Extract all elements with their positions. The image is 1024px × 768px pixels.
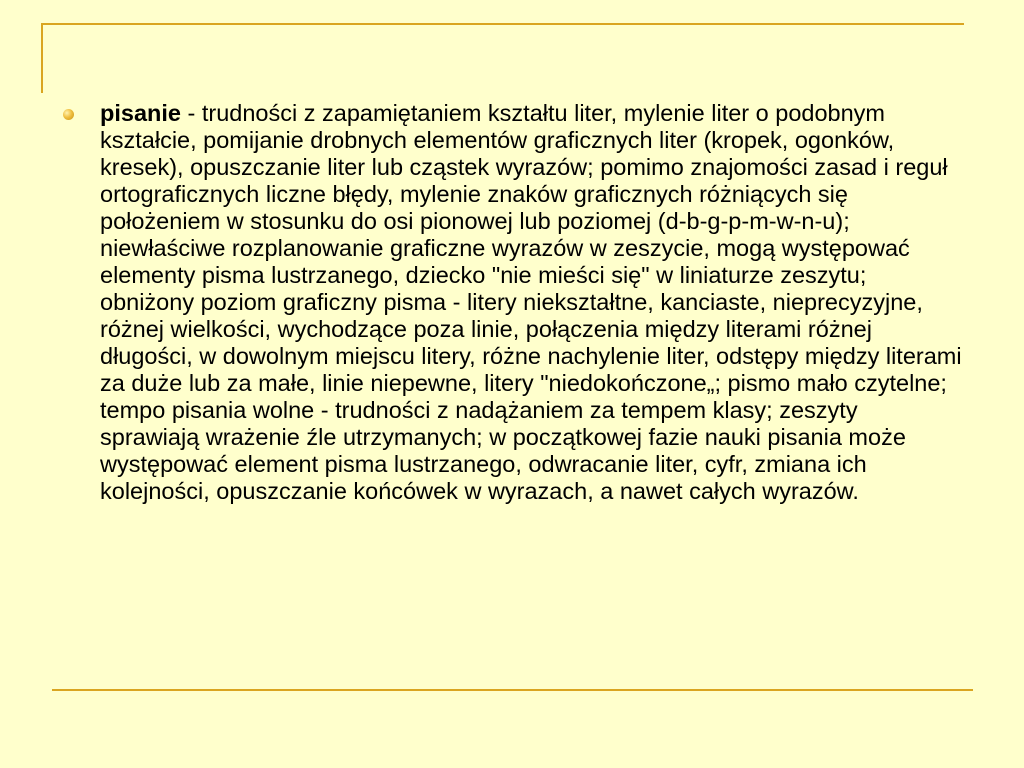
bullet-dot-icon <box>63 109 74 120</box>
left-decorative-line <box>41 23 43 93</box>
top-decorative-line <box>43 23 964 25</box>
bullet-marker <box>62 100 100 120</box>
bullet-description: - trudności z zapamiętaniem kształtu liter, mylenie liter o podobnym kształcie, pomijanie drobnych elementów graficznych liter (kropek, ogonków, kresek), opuszczanie liter lub cząstek wyrazów; pomimo znajomości zasad i reguł ortograficznych liczne błędy, mylenie znaków graficznych różniących się położeniem w stosunku do osi pionowej lub poziomej (d-b-g-p-m-w-n-u); niewłaściwe rozplanowanie graficzne wyrazów w zeszycie, mogą występować elementy pisma lustrzanego, dziecko "nie mieści się" w liniaturze zeszytu; obniżony poziom graficzny pisma - litery niekształtne, kanciaste, nieprecyzyjne, różnej wielkości, wychodzące poza linie, połączenia między literami różnej długości, w dowolnym miejscu litery, różne nachylenie liter, odstępy między literami za duże lub za małe, linie niepewne, litery "niedokończone„; pismo mało czytelne; tempo pisania wolne - trudności z nadążaniem za tempem klasy; zeszyty sprawiają wrażenie źle utrzymanych; w początkowej fazie nauki pisania może występować element pisma lustrzanego, odwracanie liter, cyfr, zmiana ich kolejności, opuszczanie końcówek w wyrazach, a nawet całych wyrazów. <box>100 100 962 504</box>
bullet-term: pisanie <box>100 100 181 126</box>
bottom-decorative-line <box>52 689 973 691</box>
bullet-text <box>100 100 962 505</box>
slide-content <box>62 100 962 505</box>
bullet-item <box>62 100 962 505</box>
